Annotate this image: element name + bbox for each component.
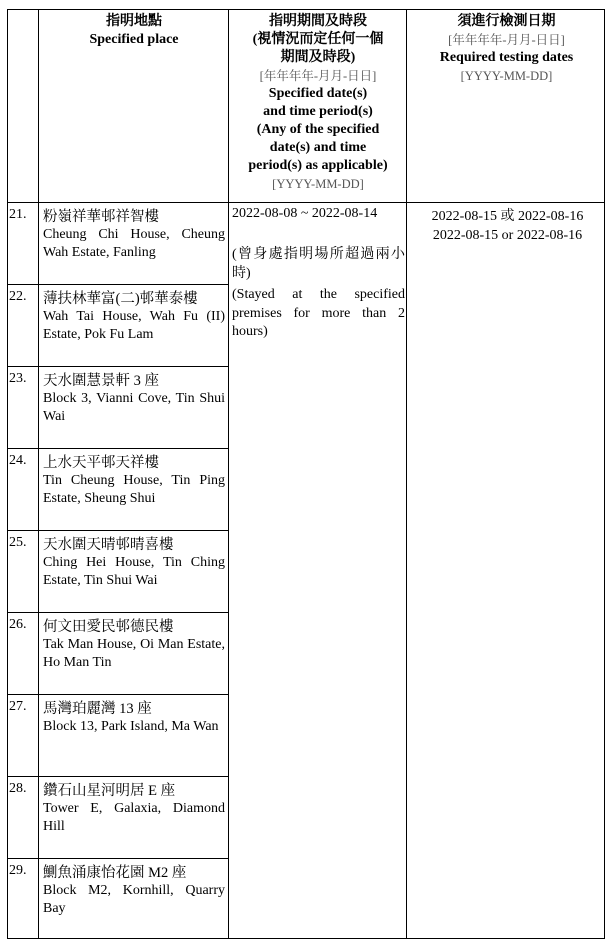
column-divider [228, 9, 229, 939]
place-name-zh: 天水圍慧景軒 3 座 [43, 373, 159, 389]
place-cell [43, 782, 225, 836]
header-specified-period [230, 13, 406, 193]
period-note-en: (Stayed at the specified premises for more than 2 hours) [232, 287, 405, 339]
header-place-en: Specified place [89, 32, 179, 47]
row-number: 28. [9, 781, 27, 796]
row-number: 24. [9, 453, 27, 468]
header-period-en-4: date(s) and time [269, 140, 367, 155]
column-divider [406, 9, 407, 939]
row-divider [7, 612, 228, 613]
row-divider [7, 530, 228, 531]
place-name-en: Block 13, Park Island, Ma Wan [43, 719, 219, 734]
header-testing-en: Required testing dates [439, 50, 574, 65]
header-period-en-5: period(s) as applicable) [248, 158, 388, 173]
header-period-en-1: Specified date(s) [268, 86, 368, 101]
row-number: 27. [9, 699, 27, 714]
place-name-en: Tower E, Galaxia, Diamond Hill [43, 801, 225, 834]
header-period-en-2: and time period(s) [263, 104, 373, 119]
place-name-en: Tak Man House, Oi Man Estate, Ho Man Tin [43, 637, 225, 670]
row-number: 26. [9, 617, 27, 632]
place-cell [43, 700, 225, 736]
testing-dates-zh: 2022-08-15 或 2022-08-16 [431, 209, 584, 224]
place-name-zh: 粉嶺祥華邨祥智樓 [43, 209, 159, 225]
place-name-en: Block 3, Vianni Cove, Tin Shui Wai [43, 391, 225, 424]
header-period-format-en: [YYYY-MM-DD] [272, 177, 364, 191]
place-cell [43, 208, 225, 262]
place-name-en: Cheung Chi House, Cheung Wah Estate, Fanling [43, 227, 225, 260]
place-name-zh: 鑽石山星河明居 E 座 [43, 783, 176, 799]
row-number: 21. [9, 207, 27, 222]
place-name-zh: 馬灣珀麗灣 13 座 [43, 701, 152, 717]
period-note-zh: (曾身處指明場所超過兩小時) [232, 247, 405, 281]
row-divider [7, 694, 228, 695]
testing-dates-cell [410, 207, 605, 245]
header-testing-format-zh: [年年年年-月月-日日] [448, 33, 565, 47]
place-name-zh: 薄扶林華富(二)邨華泰樓 [43, 291, 198, 307]
header-period-en-3: (Any of the specified [256, 122, 380, 137]
header-period-format-zh: [年年年年-月月-日日] [259, 69, 377, 83]
place-cell [43, 290, 225, 344]
header-testing-format-en: [YYYY-MM-DD] [460, 69, 553, 83]
place-name-zh: 天水圍天晴邨晴喜樓 [43, 537, 174, 553]
row-divider [7, 448, 228, 449]
header-specified-place [40, 13, 228, 49]
place-name-en: Tin Cheung House, Tin Ping Estate, Sheung Shui [43, 473, 225, 506]
row-number: 29. [9, 863, 27, 878]
place-name-en: Ching Hei House, Tin Ching Estate, Tin Shui Wai [43, 555, 225, 588]
header-testing-dates [408, 13, 605, 85]
header-divider [7, 202, 605, 203]
place-cell [43, 618, 225, 672]
place-name-zh: 上水天平邨天祥樓 [43, 455, 159, 471]
row-divider [7, 366, 228, 367]
place-cell [43, 864, 225, 918]
row-divider [7, 776, 228, 777]
row-divider [7, 858, 228, 859]
place-name-en: Wah Tai House, Wah Fu (II) Estate, Pok Fu Lam [43, 309, 225, 342]
place-cell [43, 536, 225, 590]
header-period-zh-2: (視情況而定任何一個 [252, 32, 384, 47]
column-divider [38, 9, 39, 939]
place-name-en: Block M2, Kornhill, Quarry Bay [43, 883, 225, 916]
row-divider [7, 284, 228, 285]
place-cell [43, 372, 225, 426]
row-number: 22. [9, 289, 27, 304]
period-date-range: 2022-08-08 ~ 2022-08-14 [232, 206, 378, 221]
header-place-zh: 指明地點 [106, 14, 162, 29]
place-name-zh: 何文田愛民邨德民樓 [43, 619, 174, 635]
testing-dates-en: 2022-08-15 or 2022-08-16 [432, 228, 583, 243]
place-cell [43, 454, 225, 508]
place-name-zh: 鰂魚涌康怡花園 M2 座 [43, 865, 187, 881]
header-period-zh-1: 指明期間及時段 [269, 14, 367, 29]
header-testing-zh: 須進行檢測日期 [457, 14, 556, 29]
row-number: 23. [9, 371, 27, 386]
header-period-zh-3: 期間及時段) [280, 50, 356, 65]
row-number: 25. [9, 535, 27, 550]
